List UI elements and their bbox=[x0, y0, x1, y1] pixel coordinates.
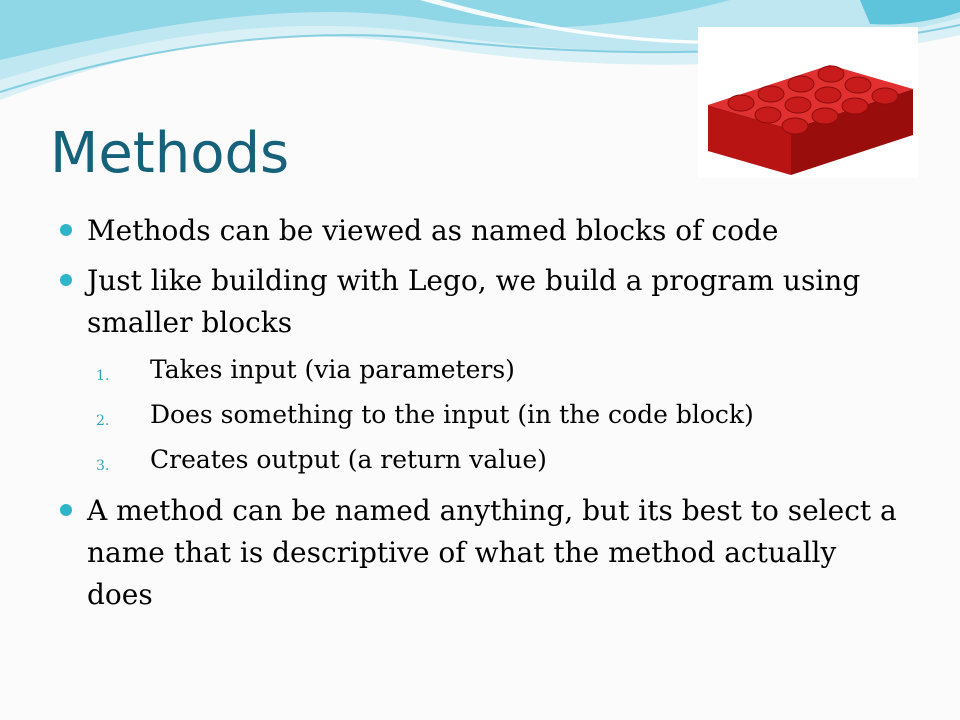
numbered-item-marker: 3. bbox=[96, 458, 110, 474]
bullet-item: A method can be named anything, but its best to select a name that is descriptive of what the method actually does bbox=[87, 494, 897, 611]
bullet-item: Just like building with Lego, we build a program using smaller blocks bbox=[87, 264, 861, 339]
numbered-item: Does something to the input (in the code block) bbox=[150, 400, 754, 429]
lego-brick-icon bbox=[698, 27, 918, 178]
numbered-item: Takes input (via parameters) bbox=[150, 355, 515, 384]
numbered-item-marker: 1. bbox=[96, 368, 110, 384]
lego-brick-image bbox=[698, 27, 918, 178]
slide-title: Methods bbox=[50, 121, 290, 186]
bullet-dot bbox=[60, 504, 72, 516]
bullet-dot bbox=[60, 274, 72, 286]
bullet-dot bbox=[60, 224, 72, 236]
numbered-item-marker: 2. bbox=[96, 413, 110, 429]
numbered-item: Creates output (a return value) bbox=[150, 445, 547, 474]
bullet-item: Methods can be viewed as named blocks of code bbox=[87, 214, 779, 247]
